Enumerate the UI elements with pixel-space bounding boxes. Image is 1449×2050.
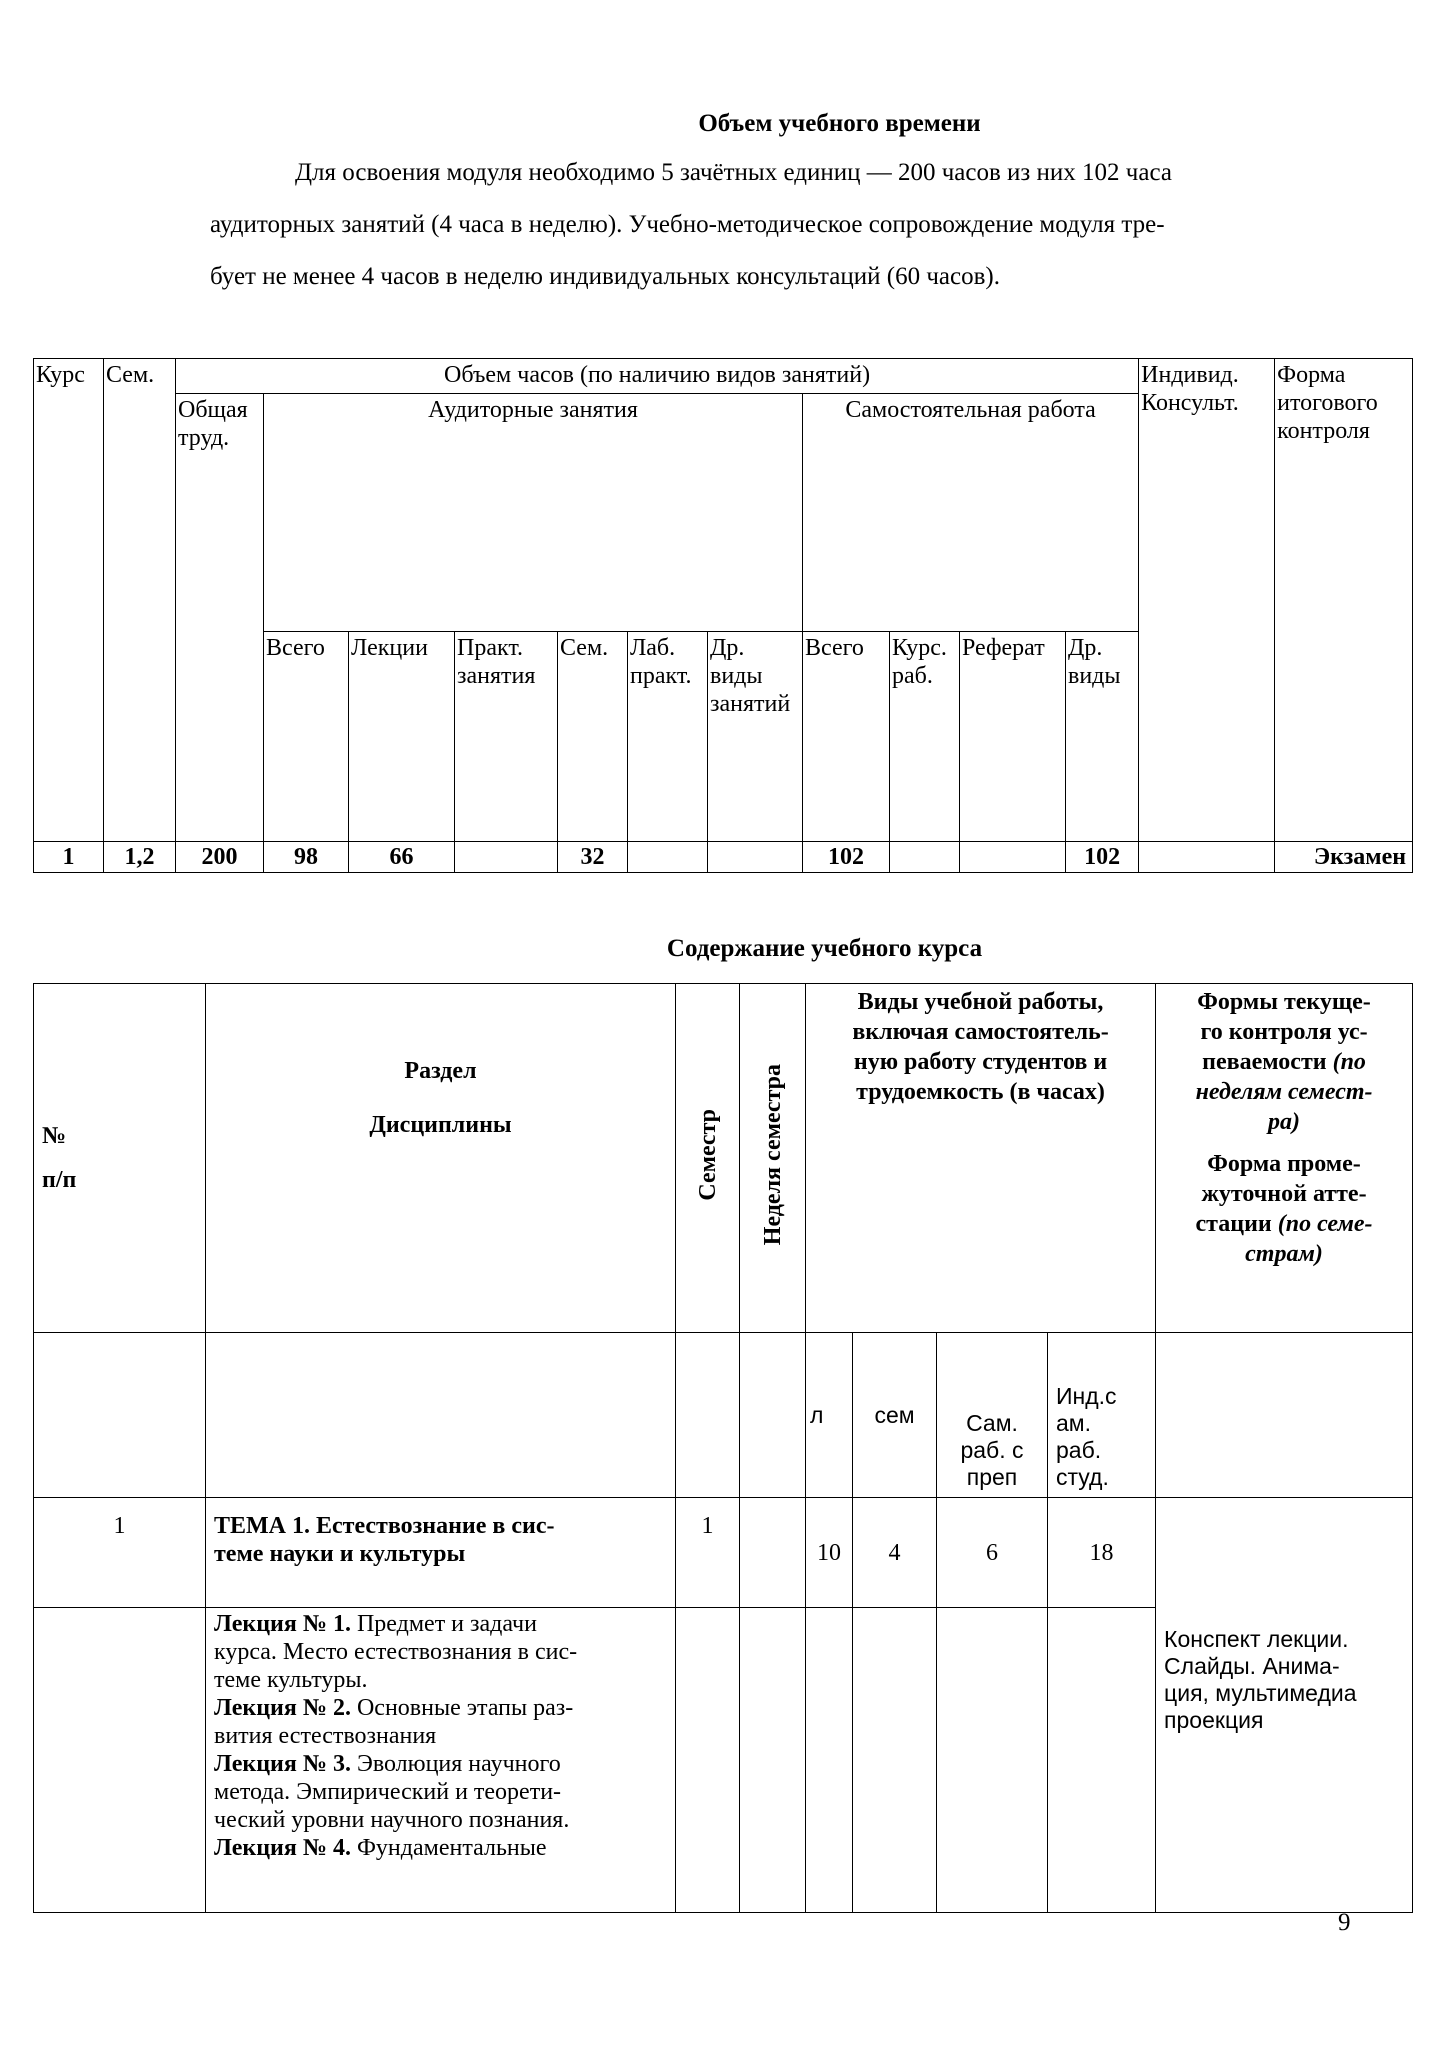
- total-referat: [960, 842, 1066, 873]
- total-kurs-rab: [890, 842, 960, 873]
- lecture-4: Лекция № 4. Фундаментальные: [214, 1835, 547, 1861]
- topic-semestr: 1: [676, 1498, 740, 1608]
- sub-kurs: Курс. раб.: [890, 632, 960, 842]
- lectures-semestr: [676, 1608, 740, 1913]
- head-semestr: Семестр: [676, 984, 740, 1333]
- subhead-empty-2: [206, 1333, 676, 1498]
- topic-sem: 4: [853, 1498, 937, 1608]
- hours-table: [33, 358, 1413, 873]
- topic-title: ТЕМА 1. Естествознание в сис- теме науки и культуры: [206, 1498, 676, 1608]
- head-nedelya: Неделя семестра: [740, 984, 806, 1333]
- sub-drv: Др. виды: [1066, 632, 1139, 842]
- col-kurs: Курс: [34, 359, 104, 842]
- topic-l: 10: [806, 1498, 853, 1608]
- subhead-l: л: [806, 1333, 853, 1498]
- subhead-empty-4: [740, 1333, 806, 1498]
- col-forma: Форма итогового контроля: [1275, 359, 1413, 842]
- total-sam-vsego: 102: [803, 842, 890, 873]
- lectures-list: Лекция № 1. Предмет и задачи курса. Место естествознания в сис- теме культуры. Лекция № 2. Основные этапы раз- вития естествознания Лекция № 3. Эволюция научного метода. Эмпирический и теорети- ческий уровни научного познания. Лекция № 4. Фундаментальные: [206, 1608, 676, 1913]
- total-sem: 1,2: [104, 842, 176, 873]
- subhead-empty-1: [34, 1333, 206, 1498]
- total-kurs: 1: [34, 842, 104, 873]
- total-prakt: [455, 842, 558, 873]
- total-lekcii: 66: [349, 842, 455, 873]
- topic-nedelya: [740, 1498, 806, 1608]
- sub-referat: Реферат: [960, 632, 1066, 842]
- total-dr: [708, 842, 803, 873]
- lecture-1: Лекция № 1. Предмет и задачи: [214, 1611, 537, 1637]
- subhead-sem: сем: [853, 1333, 937, 1498]
- col-samost: Самостоятельная работа: [803, 394, 1139, 632]
- topic-num: 1: [34, 1498, 206, 1608]
- topic-ind: 18: [1048, 1498, 1156, 1608]
- topic-sam: 6: [937, 1498, 1048, 1608]
- subhead-sam: Сам. раб. с преп: [937, 1333, 1048, 1498]
- volume-line-3: бует не менее 4 часов в неделю индивидуальных консультаций (60 часов).: [210, 263, 1000, 290]
- subhead-row: [34, 1333, 1413, 1498]
- total-forma: Экзамен: [1275, 842, 1413, 873]
- total-individ: [1139, 842, 1275, 873]
- volume-line-1: Для освоения модуля необходимо 5 зачётных единиц — 200 часов из них 102 часа: [295, 159, 1172, 186]
- content-table: [33, 983, 1413, 1913]
- content-title: Содержание учебного курса: [666, 935, 983, 962]
- subhead-empty-5: [1156, 1333, 1413, 1498]
- volume-line-2: аудиторных занятий (4 часа в неделю). Учебно-методическое сопровождение модуля тре-: [210, 211, 1165, 238]
- volume-title: Объем учебного времени: [698, 110, 981, 137]
- volume-text: [210, 147, 1360, 199]
- lecture-3: Лекция № 3. Эволюция научного: [214, 1751, 561, 1777]
- col-auditor: Аудиторные занятия: [264, 394, 803, 632]
- total-lab: [628, 842, 708, 873]
- control-forms: Конспект лекции. Слайды. Анима- ция, мультимедиа проекция: [1156, 1498, 1413, 1913]
- head-vidy: Виды учебной работы, включая самостоятель- ную работу студентов и трудоемкость (в часах): [806, 984, 1156, 1333]
- lecture-2: Лекция № 2. Основные этапы раз-: [214, 1695, 574, 1721]
- col-sem: Сем.: [104, 359, 176, 842]
- totals-row: [34, 842, 1413, 873]
- total-aud-vsego: 98: [264, 842, 349, 873]
- lectures-sem: [853, 1608, 937, 1913]
- sub-vsego: Всего: [264, 632, 349, 842]
- col-volume-header: Объем часов (по наличию видов занятий): [176, 359, 1139, 394]
- sub-lekcii: Лекции: [349, 632, 455, 842]
- sub-sem: Сем.: [558, 632, 628, 842]
- lectures-ind: [1048, 1608, 1156, 1913]
- head-num: № п/п: [34, 984, 206, 1333]
- lectures-sam: [937, 1608, 1048, 1913]
- subhead-ind: Инд.с ам. раб. студ.: [1048, 1333, 1156, 1498]
- sub-dr: Др. виды занятий: [708, 632, 803, 842]
- subhead-empty-3: [676, 1333, 740, 1498]
- lectures-l: [806, 1608, 853, 1913]
- total-obsh: 200: [176, 842, 264, 873]
- page-number: 9: [1338, 1909, 1351, 1936]
- volume-text-2: [210, 199, 1360, 251]
- col-individ: Индивид. Консульт.: [1139, 359, 1275, 842]
- total-dr-vidy: 102: [1066, 842, 1139, 873]
- volume-text-3: [210, 251, 1360, 303]
- lectures-nedelya: [740, 1608, 806, 1913]
- sub-prakt: Практ. занятия: [455, 632, 558, 842]
- total-sem-hours: 32: [558, 842, 628, 873]
- sub-lab: Лаб. практ.: [628, 632, 708, 842]
- head-formy: Формы текуще- го контроля ус- певаемости (по неделям семест- ра) Форма проме- жуточной атте- стации (по семе- страм): [1156, 984, 1413, 1333]
- lectures-num: [34, 1608, 206, 1913]
- sub-vsego2: Всего: [803, 632, 890, 842]
- head-razdel: Раздел Дисциплины: [206, 984, 676, 1333]
- col-obsh: Общая труд.: [176, 394, 264, 842]
- topic-row: [34, 1498, 1413, 1608]
